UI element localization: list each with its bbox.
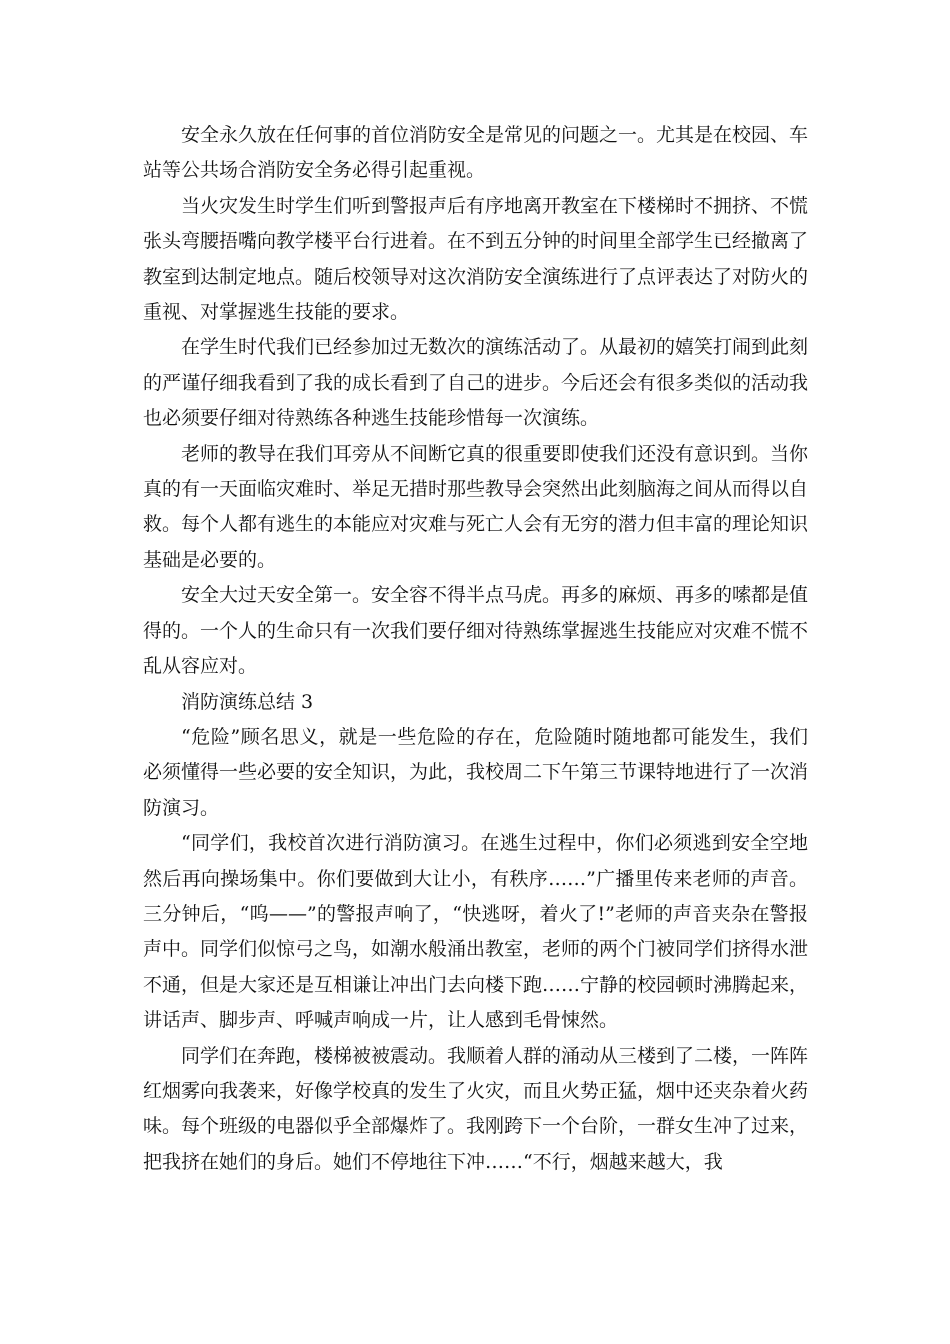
paragraph: 同学们在奔跑，楼梯被被震动。我顺着人群的涌动从三楼到了二楼，一阵阵红烟雾向我袭来，好像学校真的发生了火灾，而且火势正猛，烟中还夹杂着火药味。每个班级的电器似乎全部爆炸了。我刚跨下一个台阶，一群女生冲了过来，把我挤在她们的身后。她们不停地往下冲……“不行，烟越来越大，我 [143, 1044, 809, 1173]
paragraph: 安全大过天安全第一。安全容不得半点马虎。再多的麻烦、再多的嗦都是值得的。一个人的生命只有一次我们要仔细对待熟练掌握逃生技能应对灾难不慌不乱从容应对。 [143, 584, 809, 678]
paragraph: 老师的教导在我们耳旁从不间断它真的很重要即使我们还没有意识到。当你真的有一天面临灾难时、举足无措时那些教导会突然出此刻脑海之间从而得以自救。每个人都有逃生的本能应对灾难与死亡人会有无穷的潜力但丰富的理论知识基础是必要的。 [143, 442, 809, 571]
paragraph: “同学们，我校首次进行消防演习。在逃生过程中，你们必须逃到安全空地然后再向操场集中。你们要做到大让小，有秩序……”广播里传来老师的声音。三分钟后，“呜——”的警报声响了，“快逃呀，着火了!”老师的声音夹杂在警报声中。同学们似惊弓之鸟，如潮水般涌出教室，老师的两个门被同学们挤得水泄不通，但是大家还是互相谦让冲出门去向楼下跑……宁静的校园顿时沸腾起来，讲话声、脚步声、呼喊声响成一片，让人感到毛骨悚然。 [143, 832, 809, 1032]
document-body [143, 118, 808, 1180]
paragraph: “危险”顾名思义，就是一些危险的存在，危险随时随地都可能发生，我们必须懂得一些必要的安全知识，为此，我校周二下午第三节课特地进行了一次消防演习。 [143, 725, 809, 819]
paragraph: 安全永久放在任何事的首位消防安全是常见的问题之一。尤其是在校园、车站等公共场合消防安全务必得引起重视。 [143, 124, 809, 182]
paragraph: 在学生时代我们已经参加过无数次的演练活动了。从最初的嬉笑打闹到此刻的严谨仔细我看到了我的成长看到了自己的进步。今后还会有很多类似的活动我也必须要仔细对待熟练各种逃生技能珍惜每一次演练。 [143, 336, 809, 430]
section-title: 消防演练总结 3 [181, 690, 314, 713]
paragraph: 当火灾发生时学生们听到警报声后有序地离开教室在下楼梯时不拥挤、不慌张头弯腰捂嘴向教学楼平台行进着。在不到五分钟的时间里全部学生已经撤离了教室到达制定地点。随后校领导对这次消防安全演练进行了点评表达了对防火的重视、对掌握逃生技能的要求。 [143, 194, 809, 324]
